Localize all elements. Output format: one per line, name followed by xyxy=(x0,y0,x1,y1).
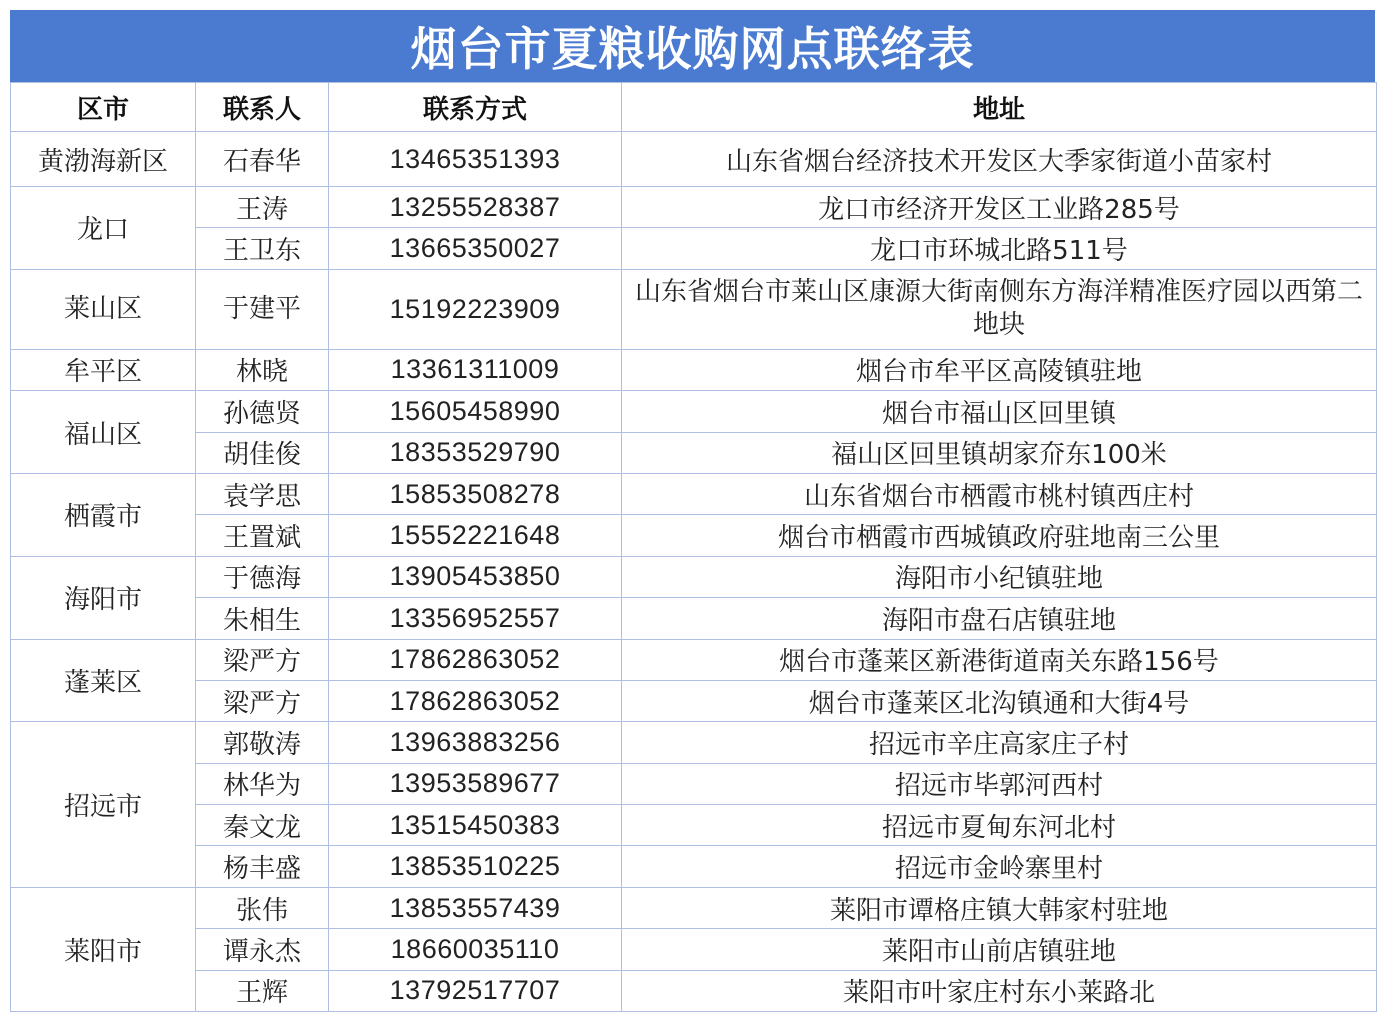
contact-cell: 林华为 xyxy=(196,763,329,804)
address-cell: 烟台市福山区回里镇 xyxy=(622,391,1377,432)
address-cell: 山东省烟台经济技术开发区大季家街道小苗家村 xyxy=(622,132,1377,187)
address-cell: 烟台市蓬莱区北沟镇通和大街4号 xyxy=(622,680,1377,721)
phone-cell: 13963883256 xyxy=(329,722,622,763)
header-address: 地址 xyxy=(622,83,1377,132)
table-body xyxy=(11,132,1377,1012)
contact-cell: 张伟 xyxy=(196,887,329,928)
phone-cell: 13905453850 xyxy=(329,556,622,597)
phone-cell: 18353529790 xyxy=(329,432,622,473)
phone-cell: 17862863052 xyxy=(329,680,622,721)
contact-cell: 于建平 xyxy=(196,269,329,349)
table-row xyxy=(11,228,1377,269)
phone-cell: 15853508278 xyxy=(329,473,622,514)
address-cell: 山东省烟台市栖霞市桃村镇西庄村 xyxy=(622,473,1377,514)
contact-cell: 梁严方 xyxy=(196,680,329,721)
table-row xyxy=(11,269,1377,349)
contact-cell: 梁严方 xyxy=(196,639,329,680)
header-phone: 联系方式 xyxy=(329,83,622,132)
contact-cell: 林晓 xyxy=(196,349,329,390)
contact-cell: 胡佳俊 xyxy=(196,432,329,473)
contact-cell: 王置斌 xyxy=(196,515,329,556)
address-cell: 福山区回里镇胡家夼东100米 xyxy=(622,432,1377,473)
district-cell: 黄渤海新区 xyxy=(11,132,196,187)
phone-cell: 13255528387 xyxy=(329,187,622,228)
phone-cell: 15192223909 xyxy=(329,269,622,349)
page-title: 烟台市夏粮收购网点联络表 xyxy=(10,10,1375,82)
table-row xyxy=(11,805,1377,846)
table-row xyxy=(11,846,1377,887)
header-contact: 联系人 xyxy=(196,83,329,132)
phone-cell: 13361311009 xyxy=(329,349,622,390)
table-row xyxy=(11,970,1377,1011)
address-cell: 莱阳市叶家庄村东小莱路北 xyxy=(622,970,1377,1011)
address-cell: 招远市辛庄高家庄子村 xyxy=(622,722,1377,763)
table-row xyxy=(11,639,1377,680)
table-row xyxy=(11,887,1377,928)
address-cell: 龙口市环城北路511号 xyxy=(622,228,1377,269)
contact-cell: 王辉 xyxy=(196,970,329,1011)
phone-cell: 18660035110 xyxy=(329,929,622,970)
address-cell: 山东省烟台市莱山区康源大街南侧东方海洋精准医疗园以西第二地块 xyxy=(622,269,1377,349)
district-cell: 招远市 xyxy=(11,722,196,888)
address-cell: 招远市毕郭河西村 xyxy=(622,763,1377,804)
address-cell: 莱阳市山前店镇驻地 xyxy=(622,929,1377,970)
table-row xyxy=(11,763,1377,804)
district-cell: 龙口 xyxy=(11,187,196,270)
table-row xyxy=(11,722,1377,763)
phone-cell: 17862863052 xyxy=(329,639,622,680)
table-row xyxy=(11,556,1377,597)
address-cell: 招远市夏甸东河北村 xyxy=(622,805,1377,846)
table-row xyxy=(11,515,1377,556)
contact-cell: 于德海 xyxy=(196,556,329,597)
contact-cell: 石春华 xyxy=(196,132,329,187)
phone-cell: 13665350027 xyxy=(329,228,622,269)
table-header-row xyxy=(11,83,1377,132)
table-row xyxy=(11,432,1377,473)
table-row xyxy=(11,349,1377,390)
address-cell: 龙口市经济开发区工业路285号 xyxy=(622,187,1377,228)
header-district: 区市 xyxy=(11,83,196,132)
contact-cell: 谭永杰 xyxy=(196,929,329,970)
contact-cell: 王卫东 xyxy=(196,228,329,269)
phone-cell: 13853510225 xyxy=(329,846,622,887)
phone-cell: 15552221648 xyxy=(329,515,622,556)
address-cell: 招远市金岭寨里村 xyxy=(622,846,1377,887)
district-cell: 蓬莱区 xyxy=(11,639,196,722)
phone-cell: 13356952557 xyxy=(329,598,622,639)
phone-cell: 13953589677 xyxy=(329,763,622,804)
contact-cell: 杨丰盛 xyxy=(196,846,329,887)
phone-cell: 13465351393 xyxy=(329,132,622,187)
address-cell: 海阳市盘石店镇驻地 xyxy=(622,598,1377,639)
address-cell: 海阳市小纪镇驻地 xyxy=(622,556,1377,597)
table-row xyxy=(11,391,1377,432)
contact-cell: 秦文龙 xyxy=(196,805,329,846)
table-row xyxy=(11,473,1377,514)
contact-cell: 郭敬涛 xyxy=(196,722,329,763)
address-cell: 烟台市牟平区高陵镇驻地 xyxy=(622,349,1377,390)
district-cell: 海阳市 xyxy=(11,556,196,639)
phone-cell: 13853557439 xyxy=(329,887,622,928)
table-row xyxy=(11,929,1377,970)
address-cell: 莱阳市谭格庄镇大韩家村驻地 xyxy=(622,887,1377,928)
district-cell: 莱山区 xyxy=(11,269,196,349)
table-row xyxy=(11,187,1377,228)
phone-cell: 15605458990 xyxy=(329,391,622,432)
table-row xyxy=(11,132,1377,187)
district-cell: 莱阳市 xyxy=(11,887,196,1011)
address-cell: 烟台市蓬莱区新港街道南关东路156号 xyxy=(622,639,1377,680)
phone-cell: 13515450383 xyxy=(329,805,622,846)
district-cell: 牟平区 xyxy=(11,349,196,390)
district-cell: 栖霞市 xyxy=(11,473,196,556)
table-row xyxy=(11,598,1377,639)
district-cell: 福山区 xyxy=(11,391,196,474)
contact-table xyxy=(10,82,1377,1012)
contact-cell: 袁学思 xyxy=(196,473,329,514)
phone-cell: 13792517707 xyxy=(329,970,622,1011)
address-cell: 烟台市栖霞市西城镇政府驻地南三公里 xyxy=(622,515,1377,556)
contact-cell: 王涛 xyxy=(196,187,329,228)
contact-cell: 孙德贤 xyxy=(196,391,329,432)
table-row xyxy=(11,680,1377,721)
contact-cell: 朱相生 xyxy=(196,598,329,639)
